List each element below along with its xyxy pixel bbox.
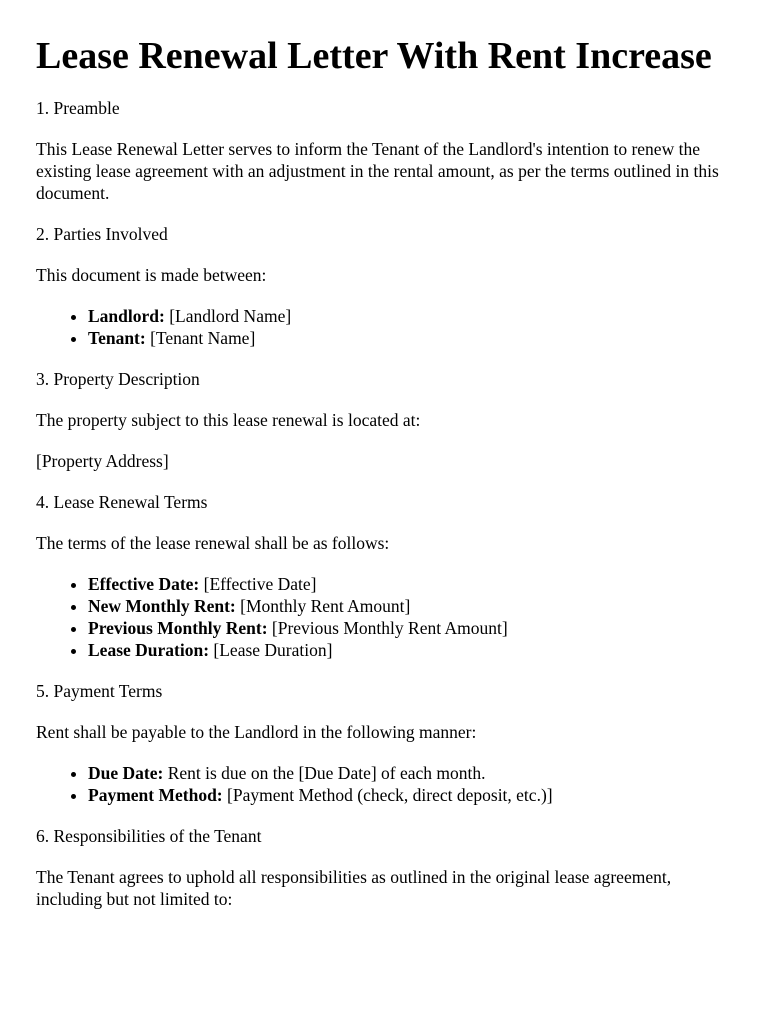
item-label: Effective Date: (88, 574, 200, 594)
section-heading-renewal-terms: 4. Lease Renewal Terms (36, 492, 208, 512)
renewal-terms-paragraph: The terms of the lease renewal shall be as follows: (36, 533, 390, 553)
payment-terms-list (36, 762, 730, 806)
list-item (88, 784, 730, 806)
property-paragraph: The property subject to this lease renewal is located at: (36, 410, 421, 430)
section-heading-tenant-responsibilities: 6. Responsibilities of the Tenant (36, 826, 262, 846)
parties-paragraph: This document is made between: (36, 265, 267, 285)
list-item (88, 327, 730, 349)
item-label: Payment Method: (88, 785, 223, 805)
list-item (88, 762, 730, 784)
list-item (88, 573, 730, 595)
item-value: [Monthly Rent Amount] (235, 596, 411, 616)
list-item (88, 305, 730, 327)
document-title: Lease Renewal Letter With Rent Increase (36, 35, 712, 77)
item-value: [Lease Duration] (209, 640, 333, 660)
item-label: New Monthly Rent: (88, 596, 236, 616)
section-heading-preamble: 1. Preamble (36, 98, 120, 118)
preamble-paragraph: This Lease Renewal Letter serves to inform the Tenant of the Landlord's intention to renew the existing lease agreement with an adjustment in the rental amount, as per the terms outlined in this document. (36, 139, 719, 203)
item-value: [Previous Monthly Rent Amount] (267, 618, 508, 638)
item-value: [Tenant Name] (145, 328, 256, 348)
section-heading-property: 3. Property Description (36, 369, 200, 389)
item-label: Landlord: (88, 306, 165, 326)
list-item (88, 617, 730, 639)
list-item (88, 639, 730, 661)
tenant-responsibilities-paragraph: The Tenant agrees to uphold all responsibilities as outlined in the original lease agreement, including but not limited to: (36, 867, 672, 909)
payment-terms-paragraph: Rent shall be payable to the Landlord in the following manner: (36, 722, 477, 742)
section-heading-parties: 2. Parties Involved (36, 224, 168, 244)
item-label: Tenant: (88, 328, 146, 348)
section-heading-payment-terms: 5. Payment Terms (36, 681, 163, 701)
item-value: [Effective Date] (199, 574, 317, 594)
item-label: Lease Duration: (88, 640, 210, 660)
item-label: Due Date: (88, 763, 164, 783)
parties-list (36, 305, 730, 349)
renewal-terms-list (36, 573, 730, 661)
property-address: [Property Address] (36, 451, 169, 471)
item-value: [Payment Method (check, direct deposit, etc.)] (222, 785, 553, 805)
item-label: Previous Monthly Rent: (88, 618, 268, 638)
item-value: Rent is due on the [Due Date] of each month. (163, 763, 486, 783)
list-item (88, 595, 730, 617)
item-value: [Landlord Name] (164, 306, 292, 326)
